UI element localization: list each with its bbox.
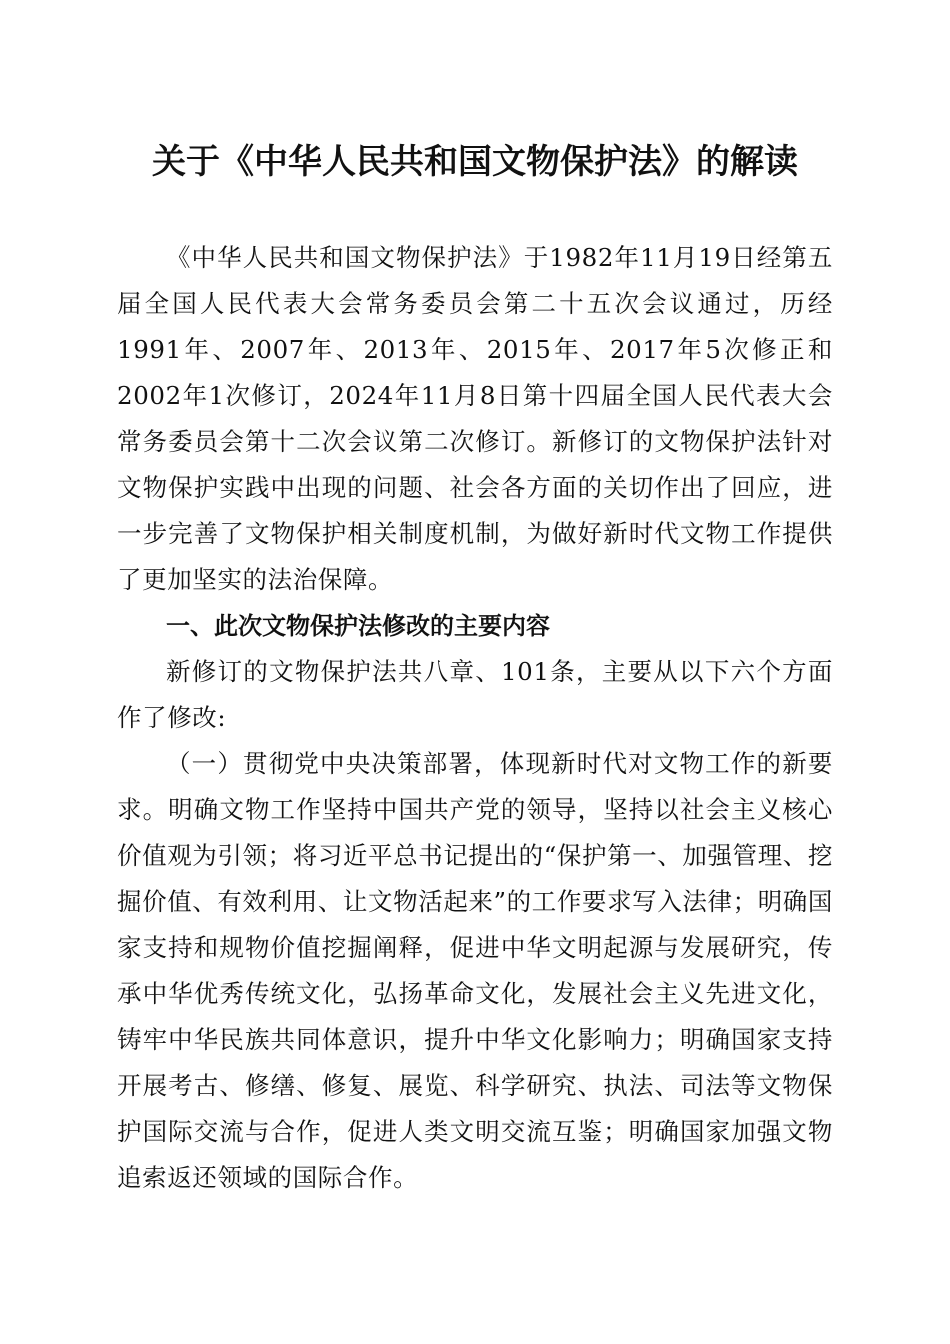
section-item-paragraph: （一）贯彻党中央决策部署，体现新时代对文物工作的新要求。明确文物工作坚持中国共产党的领导，坚持以社会主义核心价值观为引领；将习近平总书记提出的“保护第一、加强管理、挖掘价值、有效利用、让文物活起来”的工作要求写入法律；明确国家支持和规物价值挖掘阐释，促进中华文明起源与发展研究，传承中华优秀传统文化，弘扬革命文化，发展社会主义先进文化，铸牢中华民族共同体意识，提升中华文化影响力；明确国家支持开展考古、修缮、修复、展览、科学研究、执法、司法等文物保护国际交流与合作，促进人类文明交流互鉴；明确国家加强文物追索返还领域的国际合作。 bbox=[117, 749, 833, 1192]
section-heading: 一、此次文物保护法修改的主要内容 bbox=[166, 612, 550, 640]
document-title: 关于《中华人民共和国文物保护法》的解读 bbox=[152, 142, 798, 182]
document-page bbox=[117, 138, 833, 1201]
title-spacer bbox=[117, 186, 833, 235]
section-summary-paragraph: 新修订的文物保护法共八章、101条，主要从以下六个方面作了修改: bbox=[117, 657, 833, 732]
intro-paragraph: 《中华人民共和国文物保护法》于1982年11月19日经第五届全国人民代表大会常务委员会第二十五次会议通过，历经1991年、2007年、2013年、2015年、2017年5次修正和2002年1次修订，2024年11月8日第十四届全国人民代表大会常务委员会第十二次会议第二次修订。新修订的文物保护法针对文物保护实践中出现的问题、社会各方面的关切作出了回应，进一步完善了文物保护相关制度机制，为做好新时代文物工作提供了更加坚实的法治保障。 bbox=[117, 243, 833, 594]
